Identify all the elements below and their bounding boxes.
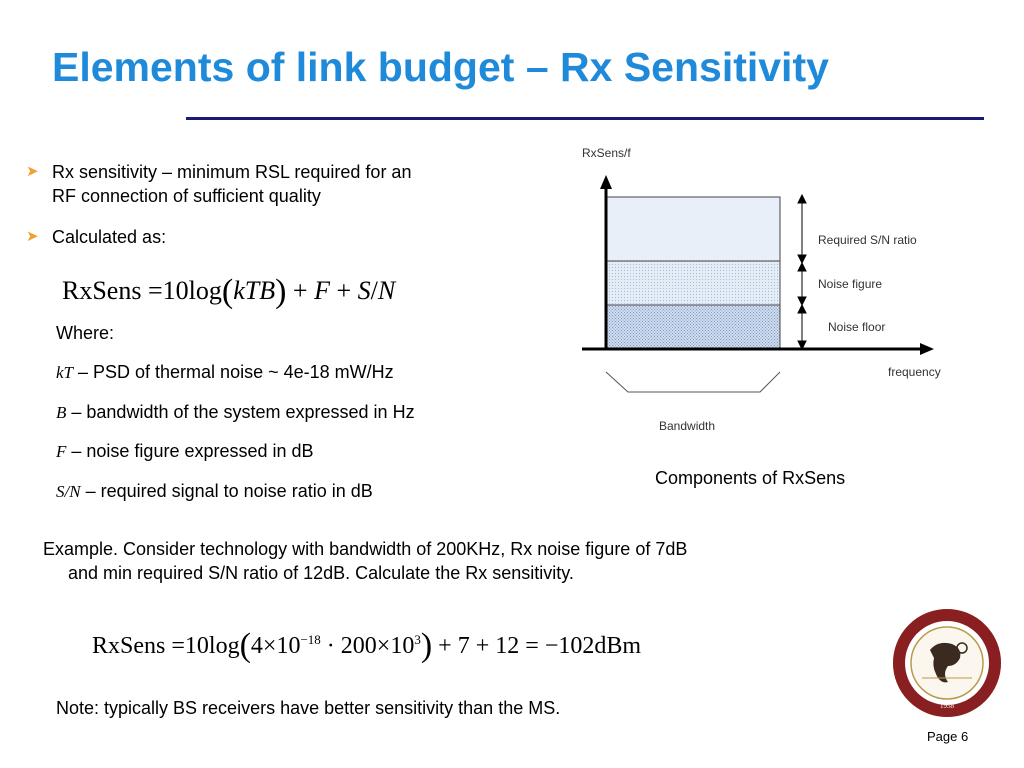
ex-exp-2: 3 — [414, 632, 421, 647]
ex-f: 12 — [495, 633, 520, 659]
example-text — [43, 537, 873, 585]
diagram-caption: Components of RxSens — [655, 468, 846, 488]
formula-paren-close: ) — [275, 273, 287, 310]
layer-label-noise-figure: Noise figure — [818, 277, 883, 291]
formula-arg: kTB — [233, 276, 276, 305]
formula-s: S — [357, 276, 371, 305]
y-axis-arrow-icon — [600, 175, 612, 189]
page-number: Page 6 — [927, 729, 969, 744]
ex-times-2: × — [376, 633, 391, 659]
formula-n: N — [377, 276, 396, 305]
example-line-1: Example. Consider technology with bandwidth of 200KHz, Rx noise figure of 7dB — [43, 539, 688, 559]
ex-equals-1: = — [171, 633, 185, 659]
layer-required-sn-ratio — [606, 197, 780, 261]
formula-plus-1: + — [292, 276, 308, 305]
bullet-line-2: RF connection of sufficient quality — [52, 186, 321, 206]
seal-year: 1958 — [940, 702, 954, 710]
where-label: Where: — [56, 323, 115, 343]
ex-dot: · — [326, 633, 335, 659]
definition-symbol: B — [56, 403, 67, 422]
definition-text: – bandwidth of the system expressed in Hz — [66, 402, 415, 422]
definition-sn — [56, 481, 373, 502]
definition-f — [56, 441, 314, 462]
definition-text: – required signal to noise ratio in dB — [80, 481, 373, 501]
ex-d: 10 — [390, 633, 415, 659]
ex-a: 4 — [250, 633, 263, 659]
bullet-line-1: Calculated as: — [52, 227, 167, 247]
bandwidth-label: Bandwidth — [659, 419, 716, 433]
bullet-rx-sensitivity — [26, 160, 526, 208]
ex-lhs: RxSens — [92, 633, 166, 659]
formula-lhs: RxSens — [62, 276, 142, 305]
rxsens-formula — [62, 273, 395, 311]
ex-c: 200 — [340, 633, 377, 659]
formula-slash: / — [370, 276, 378, 305]
x-axis-arrow-icon — [920, 343, 934, 355]
ex-ten: 10 — [184, 633, 209, 659]
formula-plus-2: + — [336, 276, 352, 305]
university-seal-logo — [892, 608, 1002, 718]
layer-noise-figure — [606, 261, 780, 305]
ex-paren-open: ( — [239, 627, 251, 664]
ex-times-1: × — [262, 633, 277, 659]
dimension-arrows — [798, 195, 806, 349]
definition-symbol: F — [56, 442, 67, 461]
rxsens-components-diagram — [570, 135, 960, 445]
definition-symbol: kT — [56, 363, 73, 382]
layer-noise-floor — [606, 305, 780, 349]
bullet-arrow-icon: ➤ — [26, 228, 39, 245]
formula-ten: 10 — [162, 276, 189, 305]
definition-symbol: S/N — [56, 482, 81, 501]
formula-f: F — [314, 276, 330, 305]
formula-paren-open: ( — [221, 273, 234, 310]
definition-text: – PSD of thermal noise ~ 4e-18 mW/Hz — [73, 362, 394, 382]
bullet-line-1: Rx sensitivity – minimum RSL required for an — [52, 162, 412, 182]
example-formula — [92, 627, 641, 665]
ex-equals-2: = — [525, 633, 539, 659]
layer-label-required-sn: Required S/N ratio — [818, 233, 917, 247]
formula-equals: = — [147, 276, 163, 305]
ex-e: 7 — [457, 633, 470, 659]
title-underline — [186, 117, 984, 120]
slide-title: Elements of link budget – Rx Sensitivity — [52, 44, 829, 90]
bandwidth-bracket — [606, 372, 780, 392]
ex-result: −102dBm — [544, 633, 642, 659]
x-axis-label: frequency — [888, 365, 941, 379]
definition-b — [56, 402, 415, 423]
ex-log: log — [208, 633, 240, 659]
ex-plus-2: + — [475, 633, 490, 659]
bullet-calculated-as — [26, 225, 526, 249]
definition-kt — [56, 362, 394, 383]
formula-log: log — [188, 276, 222, 305]
definition-text: – noise figure expressed in dB — [66, 441, 314, 461]
example-line-2: and min required S/N ratio of 12dB. Calculate the Rx sensitivity. — [68, 563, 574, 583]
ex-b: 10 — [276, 633, 301, 659]
ex-exp-1: −18 — [300, 632, 321, 647]
ex-plus-1: + — [438, 633, 452, 659]
y-axis-label: RxSens/f — [582, 146, 631, 160]
ex-paren-close: ) — [420, 627, 433, 664]
note-text: Note: typically BS receivers have better sensitivity than the MS. — [56, 698, 561, 718]
layer-label-noise-floor: Noise floor — [828, 320, 886, 334]
bullet-arrow-icon: ➤ — [26, 163, 39, 180]
